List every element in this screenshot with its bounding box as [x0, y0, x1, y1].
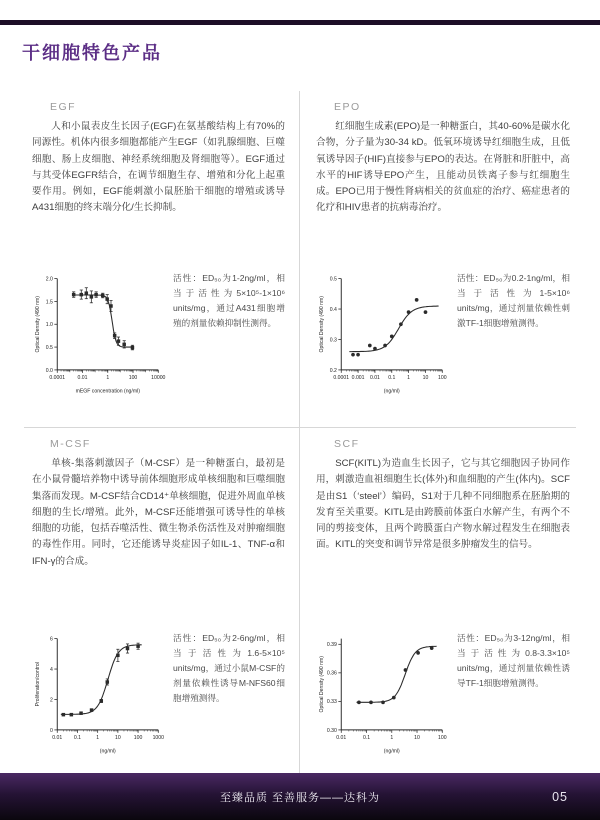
page-title: 干细胞特色产品: [22, 43, 162, 63]
scf-dose-response-chart: [316, 629, 452, 757]
svg-text:1: 1: [407, 375, 411, 382]
epo-dose-response-chart: [316, 269, 452, 397]
section-body-egf: 人和小鼠表皮生长因子(EGF)在氨基酸结构上有70%的同源性。机体内很多细胞都能产生EGF（如乳腺细胞、巨噬细胞、肠上皮细胞、神经系统细胞及肾细胞等）。EGF通过与其受体EGFR结合，在调节细胞生存、增殖和分化上起重要作用。例如，EGF能刺激小鼠胚胎干细胞的增殖或诱导A431细胞的终末端分化/生长抑制。: [32, 121, 285, 214]
section-body-scf: SCF(KITL)为造血生长因子，它与其它细胞因子协同作用，刺激造血祖细胞生长(体外)和血细胞的产生(体内)。SCF是由S1（‘steel’）编码，S1对于几种不同细胞系在胚胎期的发育至关重要。KITL是由跨膜前体蛋白水解产生，有两个不同的剪接变体，且两个跨膜蛋白产物水解过程发生在细胞表面。KITL的突变和调节异常是很多肿瘤发生的信号。: [316, 458, 570, 551]
svg-text:(ng/ml): (ng/ml): [383, 748, 400, 755]
svg-text:0.01: 0.01: [336, 735, 347, 742]
svg-text:4: 4: [50, 666, 53, 673]
section-body-mcsf: 单核-集落刺激因子（M-CSF）是一种糖蛋白，最初是在小鼠骨髓培养物中诱导前体细胞形成单核细胞和巨噬细胞集落而发现。M-CSF结合CD14⁺单核细胞，促进外周血单核细胞的生长/增殖。此外，M-CSF还能增强可诱导性的单核细胞的功能，包括吞噬活性、微生物杀伤活性及对肿瘤细胞的毒性作用。同时，它还能诱导炎症因子如IL-1、TNF-α和IFN-γ的合成。: [32, 458, 285, 567]
svg-text:0.30: 0.30: [326, 727, 337, 734]
svg-text:0.0001: 0.0001: [333, 375, 350, 382]
section-egf: [24, 91, 300, 428]
svg-text:(ng/ml): (ng/ml): [99, 748, 116, 755]
svg-text:0.01: 0.01: [52, 735, 63, 742]
top-rule: [0, 20, 600, 25]
svg-text:0.0001: 0.0001: [49, 375, 66, 382]
page-number: 05: [552, 789, 568, 804]
egf-dose-response-chart: [32, 269, 168, 397]
svg-text:0.1: 0.1: [362, 735, 371, 742]
svg-text:10: 10: [115, 735, 121, 742]
egf-activity-note: 活性：ED₅₀为1-2ng/ml，相当于活性为5×10⁵-1×10⁶ units/mg，通过A431细胞增殖的剂量依赖抑制性测得。: [173, 273, 285, 329]
svg-text:1.5: 1.5: [45, 299, 53, 306]
svg-text:6: 6: [50, 636, 53, 643]
svg-text:0.1: 0.1: [388, 375, 396, 382]
svg-text:Optical Density (490 nm): Optical Density (490 nm): [318, 296, 325, 353]
epo-chart-row: [316, 269, 570, 397]
svg-text:0.5: 0.5: [45, 344, 53, 351]
svg-text:0.5: 0.5: [329, 276, 337, 283]
svg-text:2: 2: [50, 697, 53, 704]
svg-text:(ng/ml): (ng/ml): [383, 388, 400, 395]
svg-text:1: 1: [96, 735, 100, 742]
svg-text:0.4: 0.4: [329, 306, 337, 313]
svg-text:0.001: 0.001: [351, 375, 365, 382]
section-label-epo: EPO: [334, 101, 361, 113]
svg-text:0: 0: [50, 727, 53, 734]
svg-text:100: 100: [438, 375, 447, 382]
section-label-scf: SCF: [334, 438, 360, 450]
section-scf: [300, 428, 576, 773]
section-epo: [300, 91, 576, 428]
product-grid: [24, 91, 576, 773]
epo-activity-note: 活性：ED₅₀为0.2-1ng/ml，相当于活性为1-5×10⁶ units/mg，通过剂量依赖性刺激TF-1细胞增殖测得。: [457, 273, 570, 329]
svg-text:0.36: 0.36: [326, 670, 337, 677]
mcsf-chart-row: [32, 629, 285, 757]
svg-text:Proliferation/control: Proliferation/control: [34, 662, 41, 707]
scf-activity-note: 活性：ED₅₀为3-12ng/ml，相当于活性为0.8-3.3×10⁵ units/mg，通过剂量依赖性诱导TF-1细胞增殖测得。: [457, 633, 570, 689]
footer-slogan: 至臻品质 至善服务——达科为: [219, 791, 381, 804]
svg-text:10000: 10000: [151, 375, 166, 382]
svg-text:100: 100: [438, 735, 447, 742]
section-label-egf: EGF: [50, 101, 77, 113]
svg-text:0.33: 0.33: [326, 699, 337, 706]
mcsf-dose-response-chart: [32, 629, 168, 757]
egf-chart-row: [32, 269, 285, 397]
svg-text:1.0: 1.0: [45, 322, 53, 329]
svg-text:1000: 1000: [152, 735, 164, 742]
svg-text:Optical Density (490 nm): Optical Density (490 nm): [318, 656, 325, 713]
svg-text:0.1: 0.1: [73, 735, 82, 742]
svg-text:Optical Density (490 nm): Optical Density (490 nm): [34, 296, 41, 353]
svg-text:0.39: 0.39: [326, 642, 337, 649]
section-label-mcsf: M-CSF: [50, 438, 91, 450]
svg-text:0.01: 0.01: [77, 375, 88, 382]
svg-text:100: 100: [133, 735, 143, 742]
mcsf-activity-note: 活性：ED₅₀为2-6ng/ml，相当于活性为1.6-5×10⁵ units/mg，通过小鼠M-CSF的剂量依赖性诱导M-NFS60细胞增殖测得。: [173, 633, 285, 704]
svg-text:mEGF concentration (ng/ml): mEGF concentration (ng/ml): [75, 388, 140, 395]
svg-text:0.01: 0.01: [369, 375, 380, 382]
svg-text:0.2: 0.2: [329, 367, 337, 374]
scf-chart-row: [316, 629, 570, 757]
svg-text:100: 100: [128, 375, 138, 382]
page-footer: [0, 773, 600, 820]
section-mcsf: [24, 428, 300, 773]
svg-text:0.3: 0.3: [329, 337, 337, 344]
svg-text:0.0: 0.0: [45, 367, 53, 374]
svg-text:2.0: 2.0: [45, 276, 53, 283]
svg-text:10: 10: [422, 375, 429, 382]
svg-text:1: 1: [106, 375, 110, 382]
svg-text:10: 10: [414, 735, 420, 742]
section-body-epo: 红细胞生成素(EPO)是一种糖蛋白，其40-60%是碳水化合物，分子量为30-34 kD。低氧环境诱导红细胞生成，且低氧诱导因子(HIF)直接参与EPO的表达。在肾脏和肝脏中，高水平的HIF诱导EPO产生，且能动员铁离子参与红细胞生成。EPO已用于慢性肾病相关的贫血症的治疗、癌症患者的化疗和HIV患者的抗病毒治疗。: [316, 121, 570, 214]
svg-text:1: 1: [390, 735, 394, 742]
